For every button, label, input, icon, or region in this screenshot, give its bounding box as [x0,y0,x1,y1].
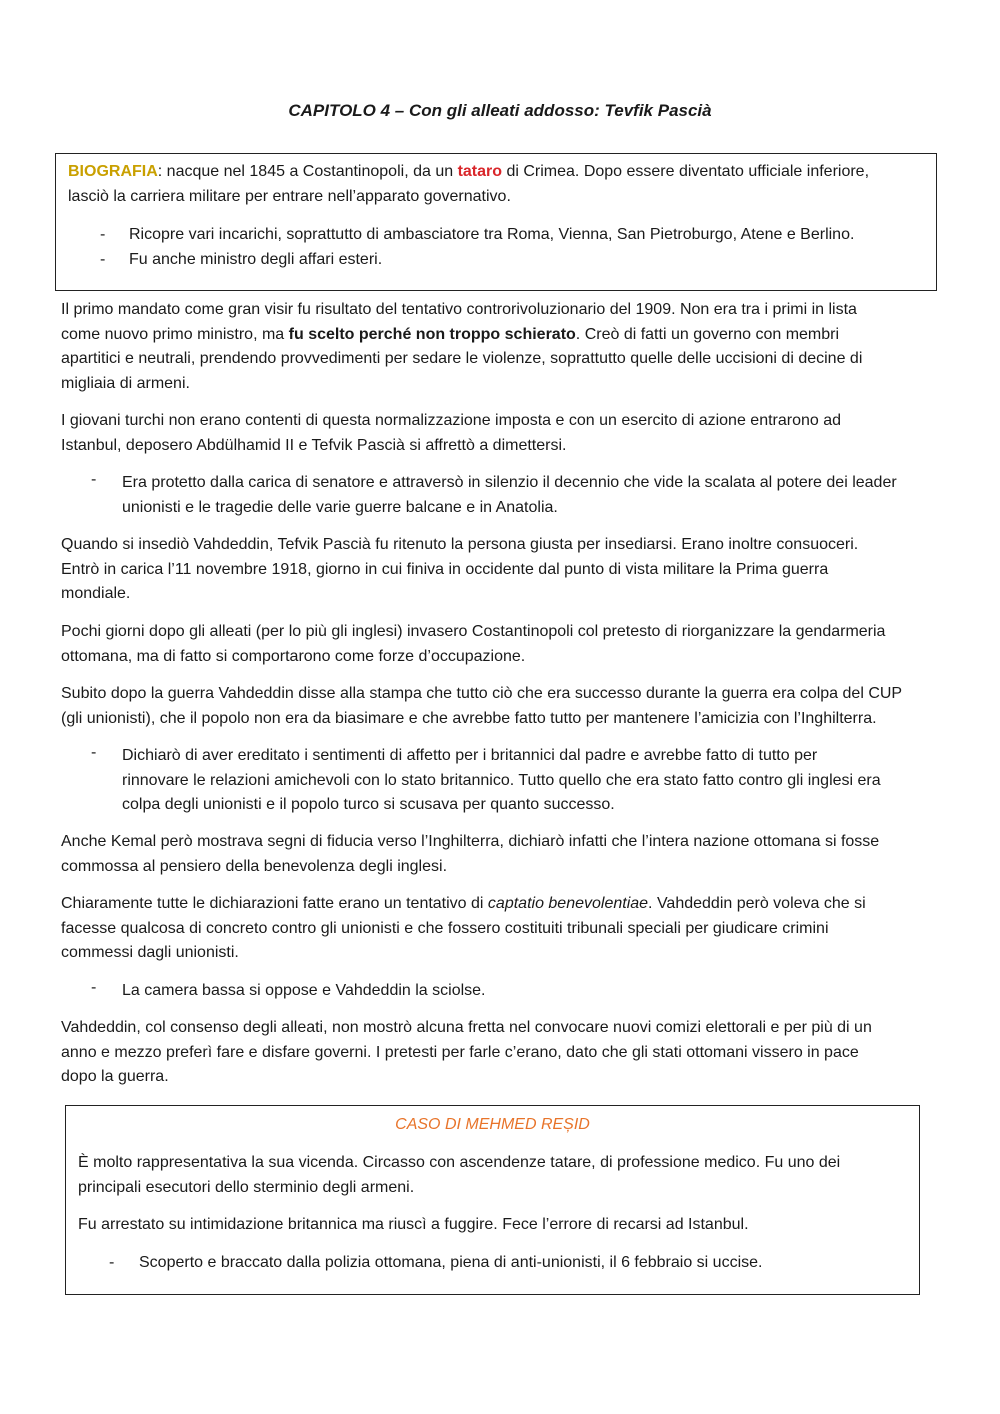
caso-paragraph-2: Fu arrestato su intimidazione britannica ma riuscì a fuggire. Fece l’errore di recarsi ad Istanbul. [78,1216,749,1233]
italic-phrase: captatio benevolentiae [487,895,649,912]
caso-box: CASO DI MEHMED REȘID È molto rappresentativa la sua vicenda. Circasso con ascendenze tatare, di professione medico. Fu uno dei principali esecutori dello sterminio degli armeni. Fu arrestato su intimidazione britannica ma riuscì a fuggire. Fece l’errore di recarsi ad Istanbul. - Scoperto e braccato dalla polizia ottomana, piena di anti-unionisti, il 6 febbraio si uccise. [65,1105,920,1295]
bullet-dash: - [91,979,97,996]
biography-label: BIOGRAFIA [68,163,158,180]
tataro-highlight: tataro [457,163,503,180]
paragraph-4: Pochi giorni dopo gli alleati (per lo più gli inglesi) invasero Costantinopoli col pretesto di riorganizzare la gendarmeria ottomana, ma di fatto si comportarono come forze d’occupazione. [61,623,886,665]
biography-line-2: lasciò la carriera militare per entrare nell’apparato governativo. [68,187,511,205]
biography-line-1: BIOGRAFIA: nacque nel 1845 a Costantinopoli, da un tataro di Crimea. Dopo essere diventato ufficiale inferiore, [68,163,870,180]
bold-phrase: fu scelto perché non troppo schierato [288,325,576,343]
bullet-dash: - [91,744,97,761]
biography-text [68,160,928,209]
paragraph-6: Anche Kemal però mostrava segni di fiducia verso l’Inghilterra, dichiarò infatti che l’intera nazione ottomana si fosse commossa al pensiero della benevolenza degli inglesi. [61,833,880,875]
paragraph-3: Quando si insediò Vahdeddin, Tefvik Pascià fu ritenuto la persona giusta per insediarsi. Erano inoltre consuoceri. Entrò in carica l’11 novembre 1918, giorno in cui finiva in occidente dal punto di vista militare la Prima guerra mondiale. [61,536,859,602]
caso-paragraph-1: È molto rappresentativa la sua vicenda. Circasso con ascendenze tatare, di professione medico. Fu uno dei principali esecutori dello sterminio degli armeni. [78,1154,841,1196]
paragraph-5: Subito dopo la guerra Vahdeddin disse alla stampa che tutto ciò che era successo durante la guerra era colpa del CUP (gli unionisti), che il popolo non era da biasimare e che avrebbe fatto tutto per mantenere l’amicizia con l’Inghilterra. [61,685,903,727]
paragraph-1: Il primo mandato come gran visir fu risultato del tentativo controrivoluzionario del 1909. Non era tra i primi in lista come nuovo primo ministro, ma fu scelto perché non troppo schierato. Creò di fatti un governo con membri apartitici e neutrali, prendendo provvedimenti per sedare le violenze, soprattutto quelle delle uccisioni di decine di migliaia di armeni. [61,301,863,392]
caso-title: CASO DI MEHMED REȘID [395,1116,590,1133]
chapter-title: CAPITOLO 4 – Con gli alleati addosso: Tevfik Pascià [288,101,712,120]
bullet-dash: - [109,1254,115,1271]
bullet-dash: - [100,251,106,268]
bullet-dash: - [91,471,97,488]
document-page: CAPITOLO 4 – Con gli alleati addosso: Tevfik Pascià BIOGRAFIA: nacque nel 1845 a Costantinopoli, da un tataro di Crimea. Dopo essere diventato ufficiale inferiore, lasciò la carriera militare per entrare nell’apparato governativo. - Ricopre vari incarichi, soprattutto di ambasciatore tra Roma, Vienna, San Pietroburgo, Atene e Berlino. - Fu anche ministro degli affari esteri. Il primo mandato come gran visir fu risultato del tentativo controrivoluzionario del 1909. Non era tra i primi in lista come nuovo primo ministro, ma fu scelto perché non troppo schierato. Creò di fatti un governo con membri apartitici e neutrali, prendendo provvedimenti per sedare le violenze, soprattutto quelle delle uccisioni di decine di migliaia di armeni. I giovani turchi non erano contenti di questa normalizzazione imposta e con un esercito di azione entrarono ad Istanbul, deposero Abdülhamid II e Tefvik Pascià si affrettò a dimettersi. - Era protetto dalla carica di senatore e attraversò in silenzio il decennio che vide la scalata al potere dei leader unionisti e le tragedie delle varie guerre balcane e in Anatolia. Quando si insediò Vahdeddin, Tefvik Pascià fu ritenuto la persona giusta per insediarsi. Erano inoltre consuoceri. Entrò in carica l’11 novembre 1918, giorno in cui finiva in occidente dal punto di vista militare la Prima guerra mondiale. Pochi giorni dopo gli alleati (per lo più gli inglesi) invasero Costantinopoli col pretesto di riorganizzare la gendarmeria ottomana, ma di fatto si comportarono come forze d’occupazione. Subito dopo la guerra Vahdeddin disse alla stampa che tutto ciò che era successo durante la guerra era colpa del CUP (gli unionisti), che il popolo non era da biasimare e che avrebbe fatto tutto per mantenere l’amicizia con l’Inghilterra. - Dichiarò di aver ereditato i sentimenti di affetto per i britannici dal padre e avrebbe fatto di tutto per rinnovare le relazioni amichevoli con lo stato britannico. Tutto quello che era stato fatto contro gli inglesi era colpa degli unionisti e il popolo turco si scusava per quanto successo. Anche Kemal però mostrava segni di fiducia verso l’Inghilterra, dichiarò infatti che l’intera nazione ottomana si fosse commossa al pensiero della benevolenza degli inglesi. Chiaramente tutte le dichiarazioni fatte erano un tentativo di captatio benevolentiae. Vahdeddin però voleva che si facesse qualcosa di concreto contro gli unionisti e che fossero costituiti tribunali speciali per giudicare crimini commessi dagli unionisti. - La camera bassa si oppose e Vahdeddin la sciolse. Vahdeddin, col consenso degli alleati, non mostrò alcuna fretta nel convocare nuovi comizi elettorali e per più di un anno e mezzo preferì fare e disfare governi. I pretesti per farle c’erano, dato che gli stati ottomani vissero in pace dopo la guerra. CASO DI MEHMED REȘID È molto rappresentativa la sua vicenda. Circasso con ascendenze tatare, di professione medico. Fu uno dei principali esecutori dello sterminio degli armeni. Fu arrestato su intimidazione britannica ma riuscì a fuggire. Fece l’errore di recarsi ad Istanbul. - Scoperto e braccato dalla polizia ottomana, piena di anti-unionisti, il 6 febbraio si uccise. [0,0,1000,1414]
paragraph-7: Chiaramente tutte le dichiarazioni fatte erano un tentativo di captatio benevolentiae. Vahdeddin però voleva che si facesse qualcosa di concreto contro gli unionisti e che fossero costituiti tribunali speciali per giudicare crimini commessi dagli unionisti. [61,895,866,961]
paragraph-2: I giovani turchi non erano contenti di questa normalizzazione imposta e con un esercito di azione entrarono ad Istanbul, deposero Abdülhamid II e Tefvik Pascià si affrettò a dimettersi. [61,412,842,454]
paragraph-8: Vahdeddin, col consenso degli alleati, non mostrò alcuna fretta nel convocare nuovi comizi elettorali e per più di un anno e mezzo preferì fare e disfare governi. I pretesti per farle c’erano, dato che gli stati ottomani vissero in pace dopo la guerra. [61,1019,872,1085]
biography-box: BIOGRAFIA: nacque nel 1845 a Costantinopoli, da un tataro di Crimea. Dopo essere diventato ufficiale inferiore, lasciò la carriera militare per entrare nell’apparato governativo. - Ricopre vari incarichi, soprattutto di ambasciatore tra Roma, Vienna, San Pietroburgo, Atene e Berlino. - Fu anche ministro degli affari esteri. [55,153,937,291]
bullet-dash: - [100,226,106,243]
